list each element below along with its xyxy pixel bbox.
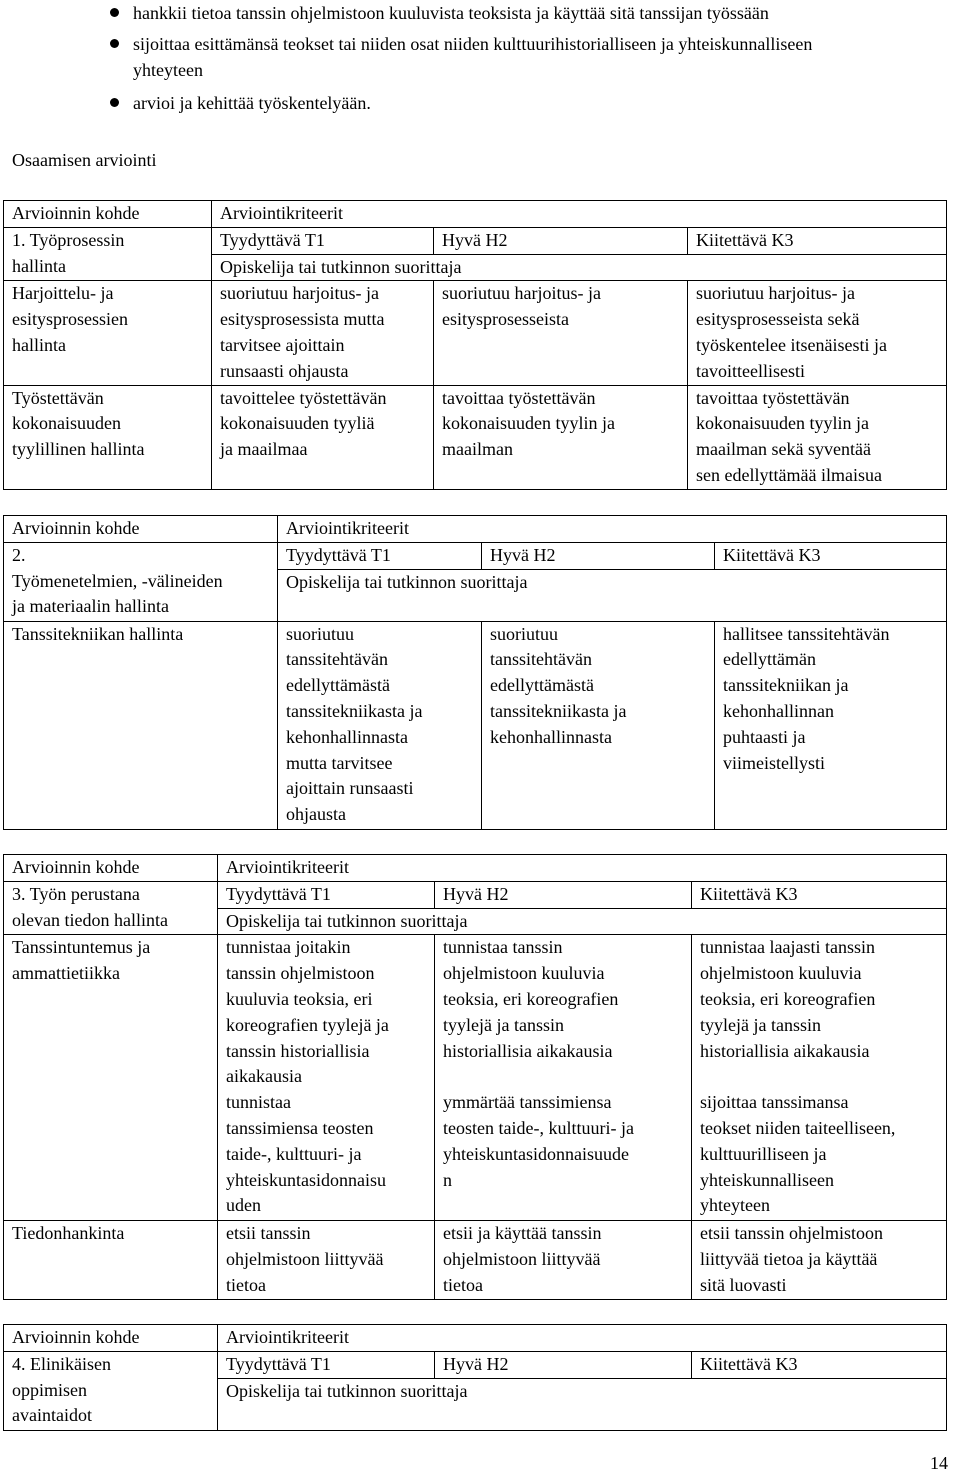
text-line: ohjausta [286,804,346,825]
text-line: ammattietiikka [12,963,120,984]
target-cell [4,1221,218,1299]
text-line: tanssin ohjelmistoon [226,963,375,984]
t1-cell [212,281,434,385]
text-line [443,1064,691,1090]
text-line: esitysprosessista mutta [220,309,385,330]
text-line: suoriutuu [286,623,355,644]
text-line: ymmärtää tanssimiensa [443,1092,612,1113]
target-header: Arvioinnin kohde [4,855,218,882]
h2-header: Hyvä H2 [435,1351,692,1378]
text-line: 1. Työprosessin [12,229,125,250]
text-line: taide-, kulttuuri- ja [226,1143,362,1164]
criteria-table-2 [3,515,947,830]
text-line: hallinta [12,255,66,276]
text-line: tunnistaa tanssin [443,937,563,958]
area-cell [4,227,212,281]
text-line: kulttuurilliseen ja [700,1143,827,1164]
text-line: ja materiaalin hallinta [12,596,169,617]
bullet-text: hankkii tietoa tanssin ohjelmistoon kuuluvista teoksista ja käyttää sitä tanssijan työssään [133,3,769,23]
text-line: oppimisen [12,1379,87,1400]
criteria-header: Arviointikriteerit [218,855,947,882]
k3-cell [692,1221,947,1299]
h2-cell [435,935,692,1221]
text-line: kokonaisuuden tyylin ja [696,413,869,434]
text-line: kehonhallinnan [723,700,834,721]
criteria-table-4 [3,1324,947,1431]
text-line: tietoa [443,1274,483,1295]
text-line: kuuluvia teoksia, eri [226,988,373,1009]
text-line: Harjoittelu- ja [12,283,114,304]
t1-header: Tyydyttävä T1 [212,227,434,254]
criteria-table-1 [3,200,947,490]
text-line: tietoa [226,1274,266,1295]
text-line: hallitsee tanssitehtävän [723,623,890,644]
k3-cell [692,935,947,1221]
text-line: tavoittaa työstettävän [442,387,596,408]
text-line: kokonaisuuden [12,413,121,434]
bullet-dot-icon [110,39,119,48]
bullet-item [133,0,953,26]
text-line: tyylejä ja tanssin [700,1014,821,1035]
target-header: Arvioinnin kohde [4,201,212,228]
text-line: maailman [442,439,513,460]
bullet-dot-icon [110,8,119,17]
k3-header: Kiitettävä K3 [692,881,947,908]
text-line: esitysprosesseista [442,309,569,330]
text-line: ohjelmistoon liittyvää [443,1249,601,1270]
text-line: runsaasti ohjausta [220,360,349,381]
text-line: ohjelmistoon liittyvää [226,1249,384,1270]
text-line: ohjelmistoon kuuluvia [443,963,605,984]
text-line: kehonhallinnasta [490,726,612,747]
text-line: suoriutuu harjoitus- ja [442,283,601,304]
text-line: tanssimiensa teosten [226,1117,374,1138]
t1-header: Tyydyttävä T1 [218,1351,435,1378]
text-line: tarvitsee ajoittain [220,334,345,355]
text-line: mutta tarvitsee [286,752,393,773]
bullet-text: sijoittaa esittämänsä teokset tai niiden osat niiden kulttuurihistorialliseen ja yhteiskunnalliseen [133,34,813,54]
text-line: kehonhallinnasta [286,726,408,747]
text-line: n [443,1169,452,1190]
text-line: hallinta [12,334,66,355]
h2-cell [434,281,688,385]
target-cell [4,621,278,829]
text-line: tavoitteellisesti [696,360,805,381]
k3-cell [688,281,947,385]
text-line: historiallisia aikakausia [443,1040,613,1061]
area-cell [4,1351,218,1430]
section-title: Osaamisen arviointi [12,150,157,170]
text-line: etsii tanssin [226,1223,311,1244]
text-line: edellyttämästä [286,675,390,696]
t1-cell [218,935,435,1221]
text-line: yhteiskuntasidonnaisuude [443,1143,629,1164]
target-header: Arvioinnin kohde [4,1325,218,1352]
area-cell [4,881,218,935]
text-line: suoriutuu harjoitus- ja [696,283,855,304]
criteria-table-3 [3,854,947,1300]
text-line: suoriutuu [490,623,559,644]
text-line: ohjelmistoon kuuluvia [700,963,862,984]
target-cell [4,935,218,1221]
text-line: tyylejä ja tanssin [443,1014,564,1035]
text-line: etsii tanssin ohjelmistoon [700,1223,883,1244]
text-line: Työmenetelmien, -välineiden [12,570,223,591]
text-line: tunnistaa laajasti tanssin [700,937,875,958]
text-line: tanssitehtävän [286,649,388,670]
h2-cell [434,385,688,489]
text-line: etsii ja käyttää tanssin [443,1223,602,1244]
text-line: yhteiskuntasidonnaisu [226,1169,386,1190]
text-line: viimeistellysti [723,752,825,773]
text-line: avaintaidot [12,1405,92,1426]
bullet-continuation [133,57,953,83]
h2-header: Hyvä H2 [434,227,688,254]
text-line: uden [226,1195,261,1216]
text-line: ja maailmaa [220,439,308,460]
text-line: edellyttämän [723,649,816,670]
t1-cell [278,621,482,829]
text-line: tanssitekniikasta ja [490,700,627,721]
page-number: 14 [930,1453,948,1473]
text-line: puhtaasti ja [723,726,806,747]
text-line: kokonaisuuden tyylin ja [442,413,615,434]
text-line: tanssitehtävän [490,649,592,670]
text-line: Tanssintuntemus ja [12,937,151,958]
bullet-item [133,90,953,116]
text-line: tunnistaa [226,1092,291,1113]
text-line: aikakausia [226,1066,302,1087]
text-line: sen edellyttämää ilmaisua [696,464,882,485]
text-line: koreografien tyylejä ja [226,1014,389,1035]
bullet-text: arvioi ja kehittää työskentelyään. [133,93,371,113]
text-line: tunnistaa joitakin [226,937,351,958]
text-line: suoriutuu harjoitus- ja [220,283,379,304]
text-line: esitysprosesseista sekä [696,309,860,330]
text-line: tavoittelee työstettävän [220,387,387,408]
text-line: tanssitekniikasta ja [286,700,423,721]
text-line: teoksia, eri koreografien [700,988,876,1009]
text-line: tyylillinen hallinta [12,439,145,460]
text-line: teoksia, eri koreografien [443,988,619,1009]
text-line: esitysprosessien [12,309,128,330]
performer-header: Opiskelija tai tutkinnon suorittaja [212,254,947,281]
k3-cell [715,621,947,829]
text-line: 4. Elinikäisen [12,1353,111,1374]
text-line: 2. [12,544,26,565]
text-line: Tiedonhankinta [12,1223,125,1244]
performer-header: Opiskelija tai tutkinnon suorittaja [218,1378,947,1430]
t1-cell [218,1221,435,1299]
text-line: teokset niiden taiteelliseen, [700,1117,896,1138]
text-line: työskentelee itsenäisesti ja [696,334,887,355]
bullet-dot-icon [110,98,119,107]
h2-header: Hyvä H2 [482,542,715,569]
text-line: sitä luovasti [700,1274,787,1295]
text-line: yhteyteen [700,1195,770,1216]
text-line: maailman sekä syventää [696,439,871,460]
text-line: tavoittaa työstettävän [696,387,850,408]
text-line: kokonaisuuden tyyliä [220,413,375,434]
t1-cell [212,385,434,489]
text-line: sijoittaa tanssimansa [700,1092,849,1113]
text-line: edellyttämästä [490,675,594,696]
k3-header: Kiitettävä K3 [715,542,947,569]
text-line: 3. Työn perustana [12,883,140,904]
text-line: olevan tiedon hallinta [12,909,168,930]
t1-header: Tyydyttävä T1 [278,542,482,569]
k3-cell [688,385,947,489]
performer-header: Opiskelija tai tutkinnon suorittaja [218,908,947,935]
performer-header: Opiskelija tai tutkinnon suorittaja [278,569,947,621]
text-line: tanssin historiallisia [226,1040,370,1061]
text-line: tanssitekniikan ja [723,675,849,696]
criteria-header: Arviointikriteerit [218,1325,947,1352]
text-line: Työstettävän [12,387,104,408]
h2-cell [435,1221,692,1299]
t1-header: Tyydyttävä T1 [218,881,435,908]
bullet-text: yhteyteen [133,60,203,80]
area-cell [4,542,278,621]
criteria-header: Arviointikriteerit [212,201,947,228]
text-line: yhteiskunnalliseen [700,1169,834,1190]
k3-header: Kiitettävä K3 [692,1351,947,1378]
k3-header: Kiitettävä K3 [688,227,947,254]
h2-cell [482,621,715,829]
target-cell [4,385,212,489]
text-line: teosten taide-, kulttuuri- ja [443,1117,634,1138]
text-line: historiallisia aikakausia [700,1040,870,1061]
h2-header: Hyvä H2 [435,881,692,908]
target-cell [4,281,212,385]
bullet-item [133,31,953,57]
target-header: Arvioinnin kohde [4,516,278,543]
text-line [700,1064,946,1090]
text-line: ajoittain runsaasti [286,778,414,799]
text-line: Tanssitekniikan hallinta [12,623,184,644]
text-line: liittyvää tietoa ja käyttää [700,1249,878,1270]
criteria-header: Arviointikriteerit [278,516,947,543]
